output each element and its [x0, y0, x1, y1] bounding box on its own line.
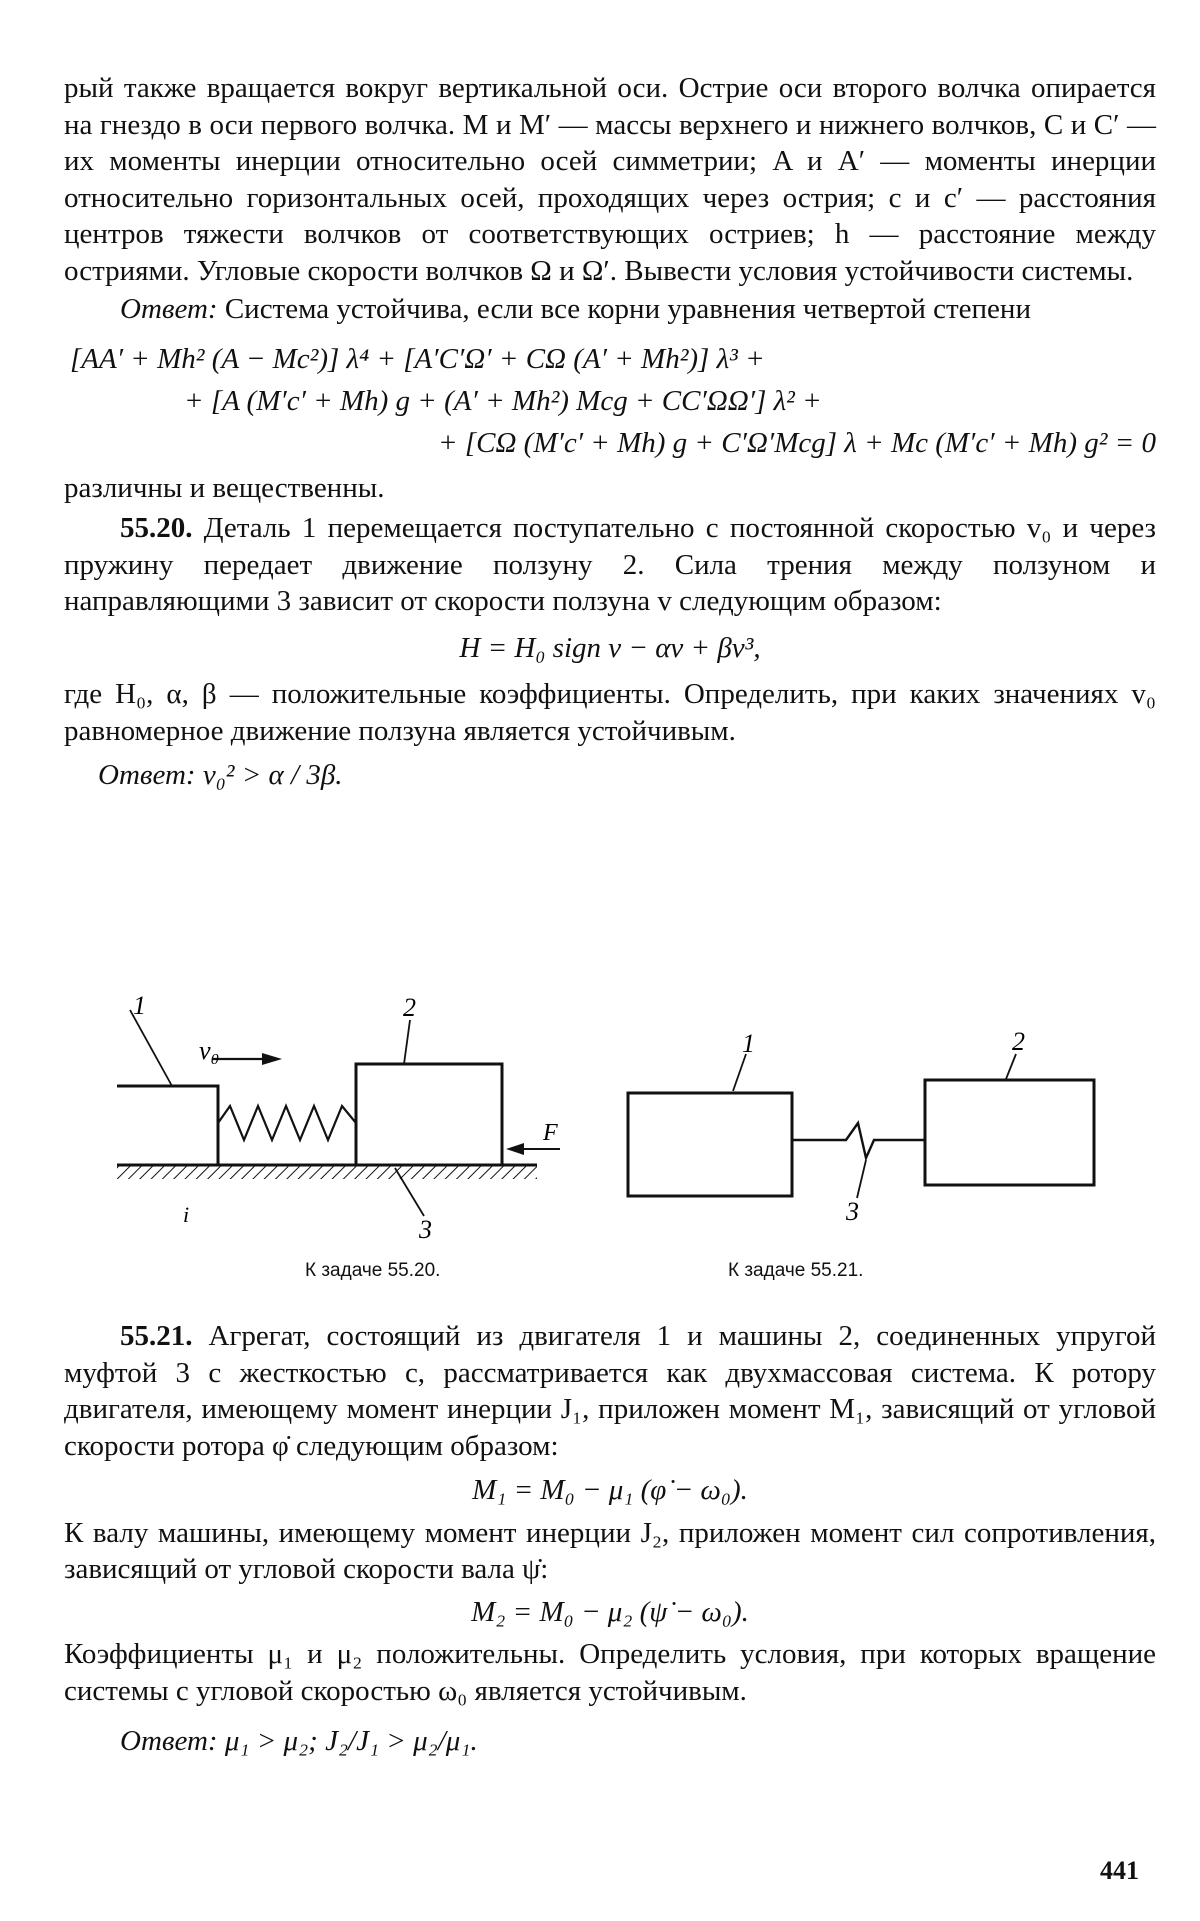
answer-formula: v₀² > α / 3β. [202, 759, 343, 791]
equation-line-1: [AA′ + Mh² (A − Mc²)] λ⁴ + [A′C′Ω′ + CΩ (A′ + Mh²)] λ³ + [70, 342, 765, 375]
part-1 [117, 1086, 218, 1165]
problem-55-19-block [64, 70, 1156, 794]
elastic-coupling-3 [792, 1123, 925, 1158]
figure-55-20-caption: К задаче 55.20. [305, 1260, 441, 1281]
figures [0, 990, 1200, 1290]
fig1-label-F: F [543, 1120, 558, 1146]
answer-tail: различны и вещественны. [64, 471, 385, 504]
machine-2 [925, 1080, 1094, 1185]
leader-3 [857, 1160, 866, 1198]
ground-hatching [117, 1165, 537, 1179]
problem-55-21 [64, 1318, 1156, 1464]
problem-text: Деталь 1 перемещается поступательно с постоянной скоростью v₀ и через пружину передает движение ползуну 2. Сила трения между ползуном и направляющими 3 зависит от скорости ползуна v следующим образом: [64, 512, 1156, 617]
equation-line-2: + [A (M′c′ + Mh) g + (A′ + Mh²) Mcg + CC′ΩΩ′] λ² + [184, 384, 822, 417]
fig2-label-2: 2 [1012, 1027, 1025, 1056]
fig1-label-2: 2 [403, 993, 416, 1022]
leader-1 [733, 1054, 746, 1091]
friction-formula: H = H₀ sign v − αv + βv³, [459, 631, 761, 664]
fig1-label-1: 1 [133, 991, 146, 1020]
fig2-label-3: 3 [846, 1197, 859, 1226]
figure-55-20 [117, 991, 560, 1244]
fig1-label-v0: v₀ [199, 1036, 220, 1065]
resistance-moment-formula: M₂ = M₀ − μ₂ (ψ̇ − ω₀). [471, 1595, 749, 1628]
problem-55-20-continuation: где H₀, α, β — положительные коэффициенты. Определить, при каких значениях v₀ равномерное движение ползуна является устойчивым. [64, 678, 1156, 747]
fig2-label-1: 1 [742, 1029, 755, 1058]
fig1-label-i: i [183, 1202, 190, 1227]
answer-55-20 [64, 757, 1156, 794]
force-arrowhead [506, 1143, 524, 1155]
problem-55-20 [64, 510, 1156, 620]
figure-55-21-caption: К задаче 55.21. [728, 1260, 864, 1281]
problem-55-21-question: Коэффициенты μ₁ и μ₂ положительны. Определить условия, при которых вращение системы с угловой скоростью ω₀ является устойчивым. [64, 1638, 1156, 1707]
page-number: 441 [1100, 1856, 1139, 1885]
leader-1 [130, 1010, 172, 1086]
problem-number: 55.20. [120, 512, 193, 544]
equation-block-1 [64, 338, 1156, 464]
answer-55-21 [64, 1723, 1156, 1760]
spring [218, 1106, 356, 1140]
slider-2 [356, 1064, 502, 1165]
engine-1 [628, 1093, 792, 1196]
leader-2 [404, 1020, 410, 1064]
velocity-arrowhead [262, 1053, 282, 1065]
fig1-label-3: 3 [419, 1215, 432, 1244]
motor-moment-formula: M₁ = M₀ − μ₁ (φ̇ − ω₀). [472, 1474, 748, 1506]
answer-label: Ответ: [120, 293, 218, 325]
intro-paragraph: рый также вращается вокруг вертикальной оси. Острие оси второго волчка опирается на гнездо в оси первого волчка. M и M′ — массы верхнего и нижнего волчков, C и C′ — их моменты инерции относительно осей симметрии; A и A′ — моменты инерции относительно горизонтальных осей, проходящих через острия; c и c′ — расстояния центров тяжести волчков от соответствующих остриев; h — расстояние между остриями. Угловые скорости волчков Ω и Ω′. Вывести условия устойчивости системы. [64, 72, 1156, 287]
answer-formula: μ₁ > μ₂; J₂/J₁ > μ₂/μ₁. [224, 1725, 478, 1757]
answer-label: Ответ: [98, 759, 196, 791]
figure-55-21 [628, 1027, 1094, 1226]
problem-55-21-block [64, 1318, 1156, 1760]
problem-55-21-continuation: К валу машины, имеющему момент инерции J₂, приложен момент сил сопротивления, зависящий от угловой скорости вала ψ̇: [64, 1516, 1156, 1585]
answer-55-19 [64, 291, 1156, 328]
equation-line-3: + [CΩ (M′c′ + Mh) g + C′Ω′Mcg] λ + Mc (M′c′ + Mh) g² = 0 [438, 426, 1156, 459]
answer-text: Система устойчива, если все корни уравнения четвертой степени [224, 293, 1031, 325]
answer-label: Ответ: [120, 1725, 218, 1757]
leader-2 [1006, 1054, 1016, 1079]
problem-number: 55.21. [120, 1320, 193, 1352]
problem-text: Агрегат, состоящий из двигателя 1 и машины 2, соединенных упругой муфтой 3 с жесткостью c, рассматривается как двухмассовая система. К ротору двигателя, имеющему момент инерции J₁, приложен момент M₁, зависящий от угловой скорости ротора φ̇ следующим образом: [64, 1320, 1157, 1462]
